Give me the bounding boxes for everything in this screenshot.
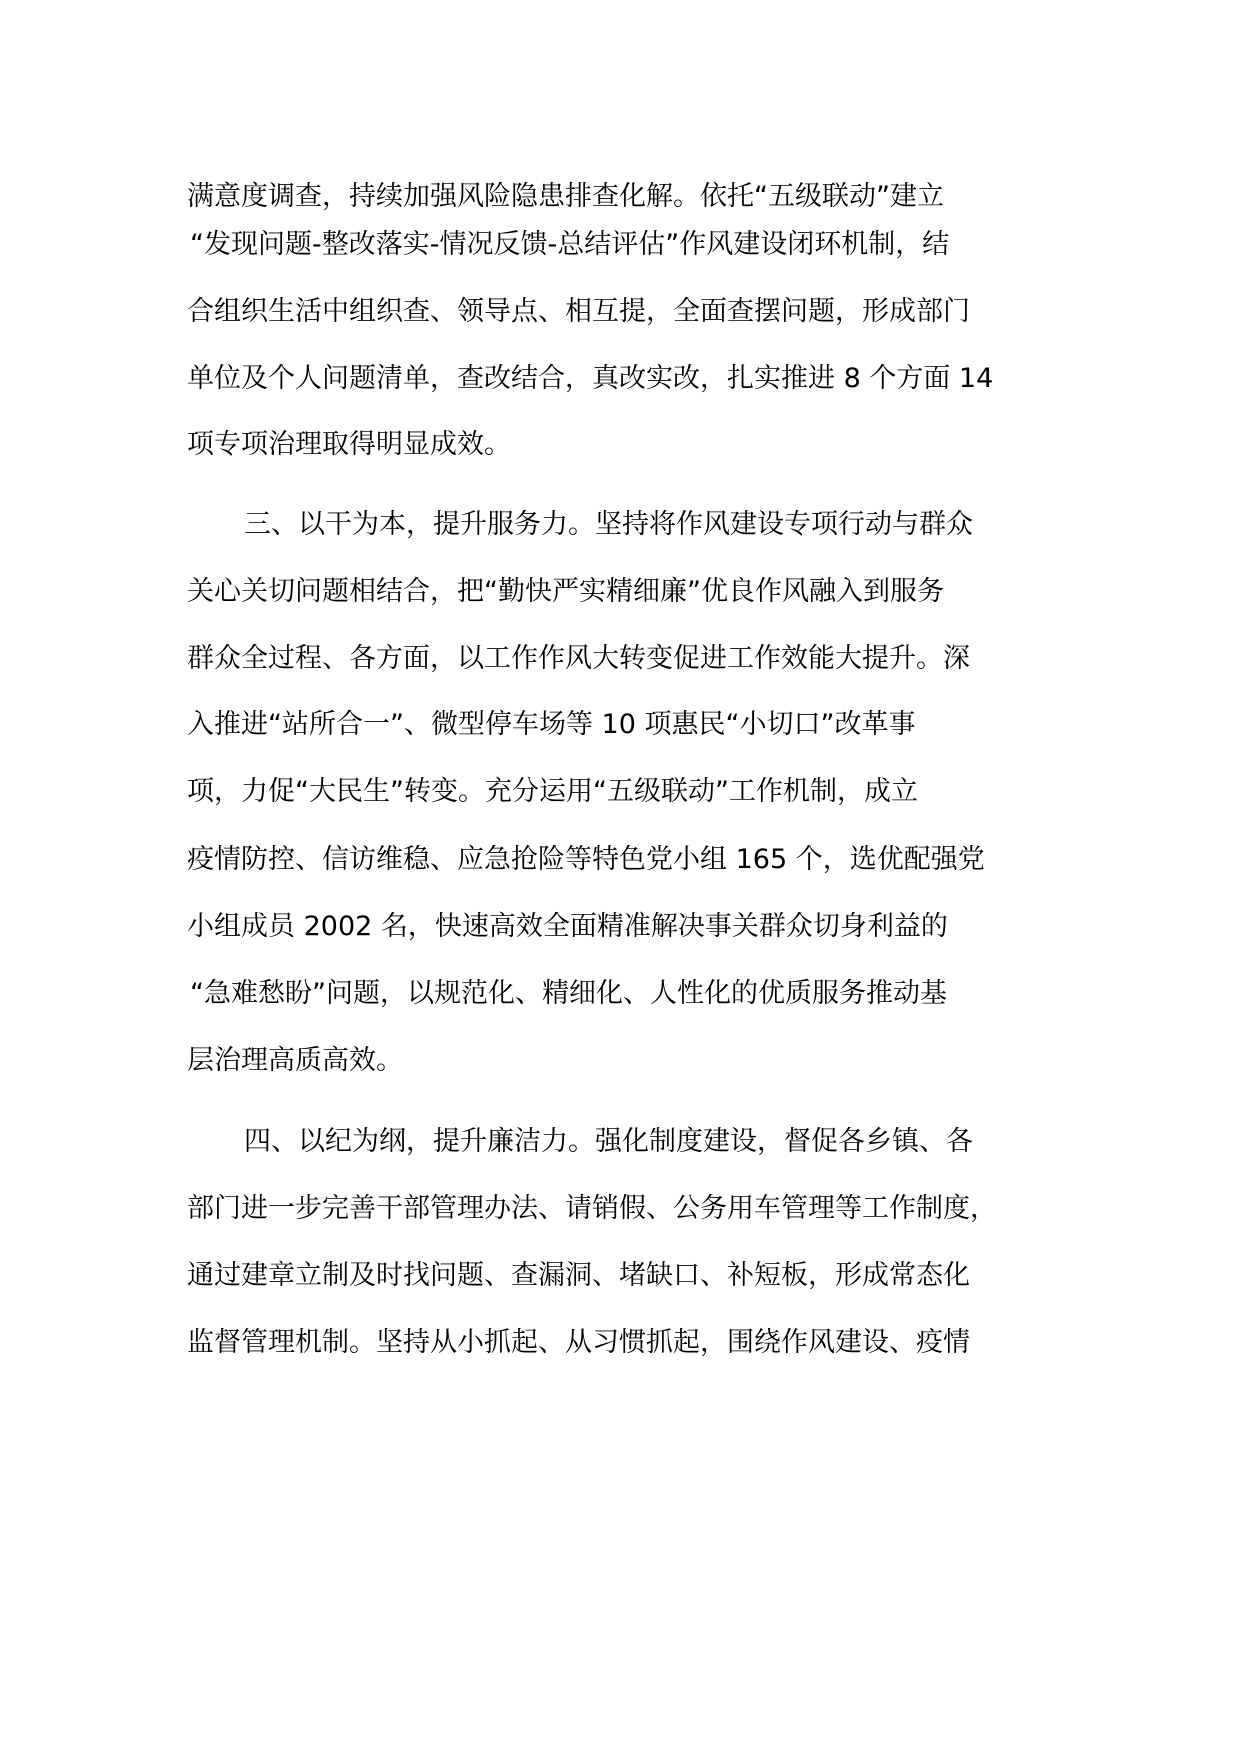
text-line: 监督管理机制。坚持从小抓起、从习惯抓起，围绕作风建设、疫情 <box>187 1327 970 1358</box>
text-line: 满意度调查，持续加强风险隐患排查化解。依托“五级联动”建立 <box>187 181 944 212</box>
text-line: 小组成员 2002 名，快速高效全面精准解决事关群众切身利益的 <box>187 911 948 942</box>
paragraph-heading-line: 四、以纪为纲，提升廉洁力。强化制度建设，督促各乡镇、各 <box>244 1126 973 1157</box>
text-line: 合组织生活中组织查、领导点、相互提，全面查摆问题，形成部门 <box>187 296 970 327</box>
text-line: 项，力促“大民生”转变。充分运用“五级联动”工作机制，成立 <box>187 776 918 807</box>
text-line: 项专项治理取得明显成效。 <box>187 429 511 460</box>
text-line: 关心关切问题相结合，把“勤快严实精细廉”优良作风融入到服务 <box>187 576 944 607</box>
paragraph-heading-line: 三、以干为本，提升服务力。坚持将作风建设专项行动与群众 <box>244 509 973 540</box>
text-line: “急难愁盼”问题，以规范化、精细化、人性化的优质服务推动基 <box>190 978 947 1009</box>
text-line: 单位及个人问题清单，查改结合，真改实改，扎实推进 8 个方面 14 <box>187 363 994 394</box>
text-line: 疫情防控、信访维稳、应急抢险等特色党小组 165 个，选优配强党 <box>187 844 985 875</box>
text-line: 通过建章立制及时找问题、查漏洞、堵缺口、补短板，形成常态化 <box>187 1260 970 1291</box>
text-line: 部门进一步完善干部管理办法、请销假、公务用车管理等工作制度， <box>187 1193 997 1224</box>
text-line: 入推进“站所合一”、微型停车场等 10 项惠民“小切口”改革事 <box>187 709 916 740</box>
text-line: “发现问题-整改落实-情况反馈-总结评估”作风建设闭环机制，结 <box>190 229 950 260</box>
text-line: 群众全过程、各方面，以工作作风大转变促进工作效能大提升。深 <box>187 643 970 674</box>
text-line: 层治理高质高效。 <box>187 1045 403 1076</box>
